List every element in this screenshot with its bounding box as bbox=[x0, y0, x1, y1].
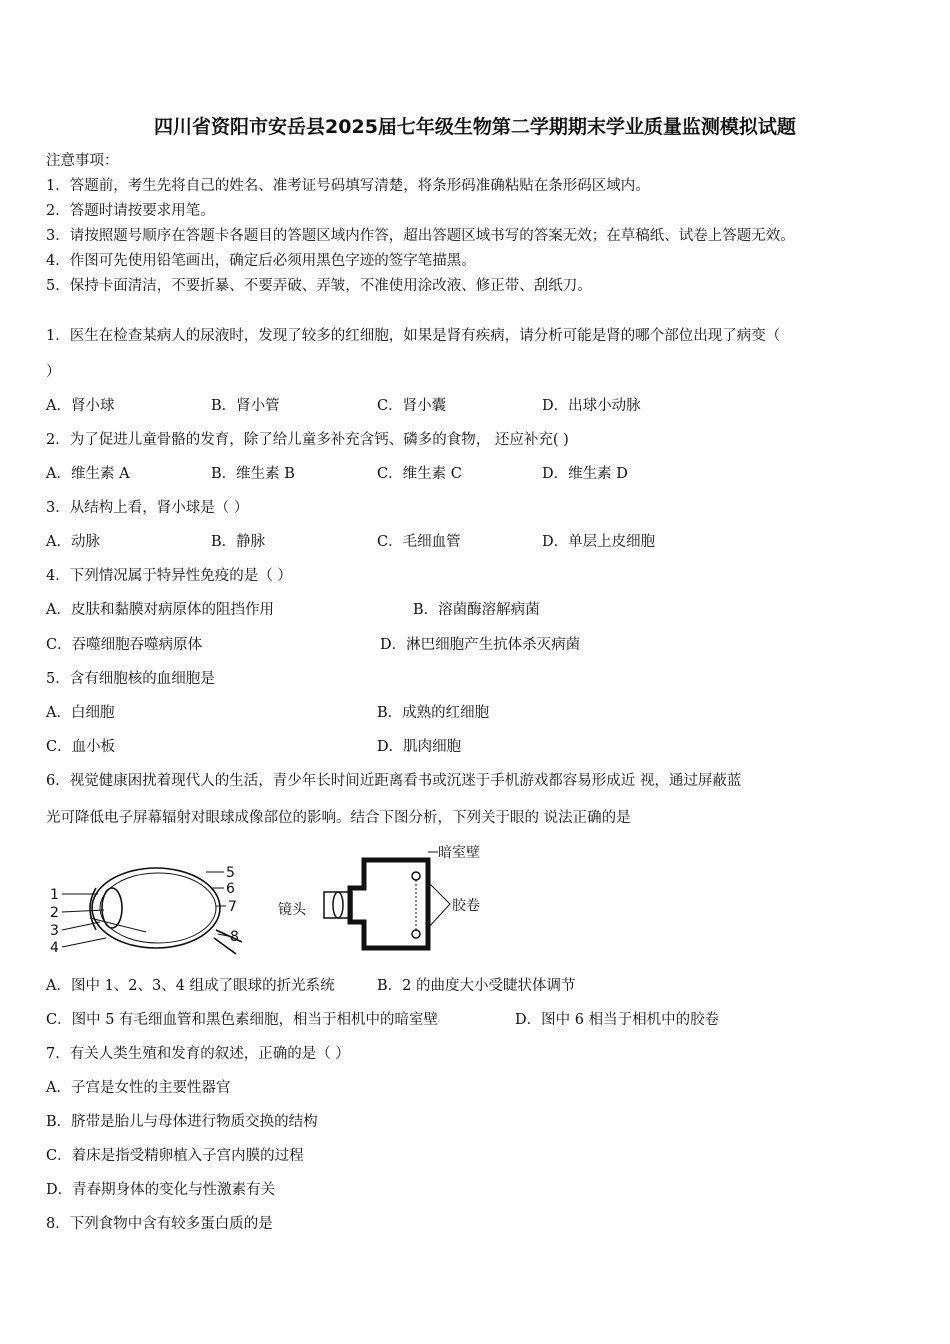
eye-label-4: 4 bbox=[50, 940, 59, 956]
q6-option-c: C．图中 5 有毛细血管和黑色素细胞，相当于相机中的暗室壁 bbox=[46, 1012, 439, 1028]
q7-option-d: D．青春期身体的变化与性激素有关 bbox=[46, 1182, 276, 1198]
eye-label-7: 7 bbox=[228, 899, 237, 915]
q5-option-d: D．肌肉细胞 bbox=[377, 739, 462, 755]
q2-option-a: A．维生素 A bbox=[46, 466, 130, 482]
q5-option-c: C．血小板 bbox=[46, 739, 116, 755]
q3-option-a: A．动脉 bbox=[46, 534, 100, 550]
q2-option-c: C．维生素 C bbox=[377, 466, 462, 482]
camera-structure-diagram bbox=[278, 842, 498, 954]
question-1-stem-cont: ） bbox=[46, 364, 61, 380]
notice-item: 2．答题时请按要求用笔。 bbox=[46, 203, 215, 219]
q6-option-d: D．图中 6 相当于相机中的胶卷 bbox=[515, 1012, 720, 1028]
camera-label-dark-wall: 暗室壁 bbox=[438, 845, 480, 861]
eye-label-8: 8 bbox=[230, 929, 239, 945]
eye-label-1: 1 bbox=[50, 887, 59, 903]
question-7-stem: 7．有关人类生殖和发育的叙述，正确的是（ ） bbox=[46, 1046, 350, 1062]
question-4-stem: 4．下列情况属于特异性免疫的是（ ） bbox=[46, 568, 292, 584]
q1-option-d: D．出球小动脉 bbox=[542, 398, 641, 414]
q4-option-a: A．皮肤和黏膜对病原体的阻挡作用 bbox=[46, 602, 274, 618]
q4-option-b: B．溶菌酶溶解病菌 bbox=[413, 602, 540, 618]
q4-option-d: D．淋巴细胞产生抗体杀灭病菌 bbox=[380, 637, 581, 653]
notice-item: 4．作图可先使用铅笔画出，确定后必须用黑色字迹的签字笔描黑。 bbox=[46, 253, 476, 269]
question-3-stem: 3．从结构上看，肾小球是（ ） bbox=[46, 500, 249, 516]
q7-option-a: A．子宫是女性的主要性器官 bbox=[46, 1080, 231, 1096]
q7-option-b: B．脐带是胎儿与母体进行物质交换的结构 bbox=[46, 1114, 318, 1130]
q3-option-c: C．毛细血管 bbox=[377, 534, 461, 550]
eye-label-5: 5 bbox=[226, 865, 235, 881]
q2-option-b: B．维生素 B bbox=[211, 466, 295, 482]
q5-option-b: B．成熟的红细胞 bbox=[377, 705, 490, 721]
notice-item: 5．保持卡面清洁，不要折暴、不要弄破、弄皱，不准使用涂改液、修正带、刮纸刀。 bbox=[46, 278, 592, 294]
q4-option-c: C．吞噬细胞吞噬病原体 bbox=[46, 637, 203, 653]
notice-heading: 注意事项： bbox=[46, 153, 119, 169]
q6-option-b: B．2 的曲度大小受睫状体调节 bbox=[377, 978, 576, 994]
q3-option-d: D．单层上皮细胞 bbox=[542, 534, 656, 550]
eye-structure-diagram bbox=[46, 860, 246, 960]
q7-option-c: C．着床是指受精卵植入子宫内膜的过程 bbox=[46, 1148, 304, 1164]
q6-option-a: A．图中 1、2、3、4 组成了眼球的折光系统 bbox=[46, 978, 335, 994]
q1-option-a: A．肾小球 bbox=[46, 398, 115, 414]
question-2-stem: 2．为了促进儿童骨骼的发育，除了给儿童多补充含钙、磷多的食物， 还应补充( ) bbox=[46, 432, 569, 448]
eye-label-2: 2 bbox=[50, 905, 59, 921]
question-1-stem: 1．医生在检查某病人的尿液时，发现了较多的红细胞，如果是肾有疾病，请分析可能是肾的哪个部位出现了病变（ bbox=[46, 328, 781, 344]
q2-option-d: D．维生素 D bbox=[542, 466, 628, 482]
notice-item: 1．答题前，考生先将自己的姓名、准考证号码填写清楚，将条形码准确粘贴在条形码区域内。 bbox=[46, 178, 650, 194]
notice-item: 3．请按照题号顺序在答题卡各题目的答题区域内作答，超出答题区域书写的答案无效；在草稿纸、试卷上答题无效。 bbox=[46, 228, 795, 244]
eye-label-6: 6 bbox=[226, 881, 235, 897]
q1-option-b: B．肾小管 bbox=[211, 398, 280, 414]
question-6-stem: 6．视觉健康困扰着现代人的生活，青少年长时间近距离看书或沉迷于手机游戏都容易形成近 视，通过屏蔽蓝 bbox=[46, 773, 742, 789]
question-8-stem: 8．下列食物中含有较多蛋白质的是 bbox=[46, 1216, 273, 1232]
question-5-stem: 5．含有细胞核的血细胞是 bbox=[46, 671, 215, 687]
q3-option-b: B．静脉 bbox=[211, 534, 266, 550]
camera-label-lens: 镜头 bbox=[278, 902, 306, 918]
camera-label-film: 胶卷 bbox=[452, 898, 480, 914]
question-6-stem-cont: 光可降低电子屏幕辐射对眼球成像部位的影响。结合下图分析，下列关于眼的 说法正确的是 bbox=[46, 810, 631, 826]
page-title: 四川省资阳市安岳县2025届七年级生物第二学期期末学业质量监测模拟试题 bbox=[154, 116, 796, 138]
q1-option-c: C．肾小囊 bbox=[377, 398, 447, 414]
q5-option-a: A．白细胞 bbox=[46, 705, 115, 721]
eye-label-3: 3 bbox=[50, 923, 59, 939]
